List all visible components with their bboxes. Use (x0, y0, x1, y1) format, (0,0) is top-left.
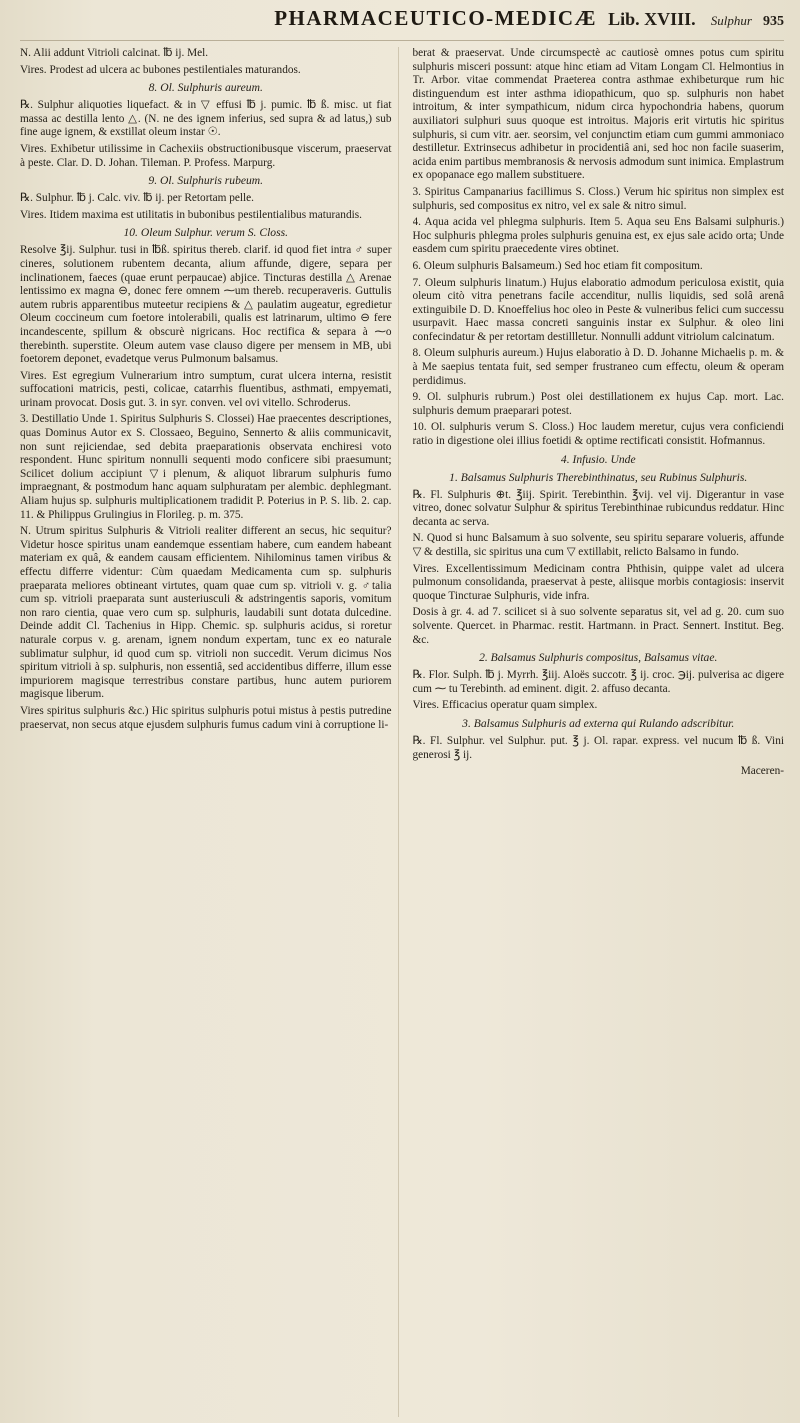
left-heading: 9. Ol. Sulphuris rubeum. (148, 174, 264, 188)
left-paragraph: Resolve ℥ij. Sulphur. tusi in ℔ß. spiritus thereb. clarif. id quod fiet intra ♂ super cineres, solutionem rubentem decanta, alium affunde, digere, separa per inclinationem, faeces (quae erunt perpaucae) abjice. Tincturas destilla △ Arenae lentissimo ex magna ⊖, donec fere omnem ⁓um thereb. recuperaveris. Guttulis autem rubris apparentibus muteetur recipiens & △ paulatim augeatur, egredietur Oleum coccineum cum foetore intolerabili, qualis est latrinarum, ultimo ⊖ fere incandescente, spillum & obscurè nigricans. Hoc rectifica & separa à ⁓o therebinth. superstite. Oleum autem vase clauso digere per mensem in MB, ubi foetorem deponet, evadetque verus Pulmonum balsamus. (20, 244, 392, 366)
left-paragraph: Vires. Itidem maxima est utilitatis in bubonibus pestilentialibus maturandis. (20, 208, 362, 221)
left-paragraph: N. Utrum spiritus Sulphuris & Vitrioli realiter different an secus, hic sequitur? Videtur hosce spiritus unam eandemque essentiam habere, cum eandem habeant materiam ex quâ, & eandem causam efficientem. Nihilominus tamen viribus & effectu differre videntur: Cùm quaedam Medicamenta cum sp. sulphuris praeparata meliores obtineant virtutes, quam quae cum sp. vitrioli v. g. ♂talia cum sp. vitrioli praeparata sunt austeriusculi & adstringentis saporis, vomitum non raro cientia, quae vero cum sp. sulphuris, laudabili sunt dotata dulcedine. Deinde addit Cl. Tachenius in Hipp. Chemic. sp. sulphuris acidus, si roretur naturale corpus v. g. arenam, ignem nondum expertam, tunc ex eo naturale sublimatur sulphur, id quod cum sp. vitrioli non succedit. Verum dicimus Nos spiritum vitrioli à sp. sulphuris, non essentiâ, sed accidentibus differre, illum esse impuriorem magisque terrestribus constare partibus, hunc autem puriorem magisque liberum. (20, 525, 392, 701)
left-paragraph: Vires. Exhibetur utilissime in Cachexiis obstructionibusque viscerum, praeservat à peste. Clar. D. D. Johan. Tileman. P. Profess. Marpurg. (20, 142, 392, 169)
left-paragraph: Vires. Prodest ad ulcera ac bubones pestilentiales maturandos. (20, 63, 301, 76)
right-column (413, 47, 785, 1417)
left-heading: 10. Oleum Sulphur. verum S. Closs. (123, 226, 289, 240)
right-paragraph: Vires. Excellentissimum Medicinam contra Phthisin, quippe valet ad ulcera pulmonum consolidanda, praeservat à peste, aliisque morbis contagiosis: inservit quoque Tincturae Sulphuris, vide infra. (412, 562, 784, 602)
right-paragraph: ℞. Fl. Sulphur. vel Sulphur. put. ℥ j. Ol. rapar. express. vel nucum ℔ ß. Vini generosi ℥ ij. (412, 734, 784, 761)
right-paragraph: 8. Oleum sulphuris aureum.) Hujus elaboratio à D. D. Johanne Michaelis p. m. & à Me saepius tentata fuit, sed semper frustraneo cum effectu, oleum & operam perdidimus. (412, 347, 784, 387)
left-paragraph: ℞. Sulphur. ℔ j. Calc. viv. ℔ ij. per Retortam pelle. (20, 192, 255, 205)
left-paragraph: Vires. Est egregium Vulnerarium intro sumptum, curat ulcera interna, resistit suffocationi matricis, pesti, colicae, catarrhis fluentibus, asthmati, empyemati, urinam provocat. Dosis gut. 3. in syr. conven. vel ovi vitello. Schroderus. (20, 369, 392, 409)
right-paragraph: berat & praeservat. Unde circumspectè ac cautiosè omnes potus cum spiritu sulphuris misceri possunt: atque hinc etiam ad Vitam Longam Cl. Helmontius in Tr. Arbor. vitae commendat Praeterea contra asthmae exhibeturque rum hic distinguendum est inter asthma idiopathicum, quo sp. sulphuris non habet introitum, & inter sympathicum, nidum circa hypochondria habens, quorum auxiliatori sulphuri suus quoque est introitus. Majoris erit virtutis hic spiritus sulphuris, si cum vitr. aer. seorsim, vel conjunctim etiam cum gummi ammoniaco destilletur. Extrinsecus adhibetur in procidentiâ ani, sed hoc non facile suaserim, acida enim partibus membranosis & nervosis admodum sunt inimica. Emplastrum ex opopanace ego mallem substituere. (412, 47, 784, 182)
left-paragraph: ℞. Sulphur aliquoties liquefact. & in ▽ effusi ℔ j. pumic. ℔ ß. misc. ut fiat massa ac destilla lento △. (N. ne des ignem inferius, sed supra & ad latus,) sub fine auge ignem, & exstillat oleum instar ☉. (20, 99, 392, 139)
catchword: Maceren- (740, 765, 784, 778)
right-heading: 1. Balsamus Sulphuris Therebinthinatus, seu Rubinus Sulphuris. (449, 470, 748, 484)
running-word: Sulphur (710, 13, 752, 28)
right-paragraph: Vires. Efficacius operatur quam simplex. (412, 699, 598, 712)
page-number: 935 (763, 14, 784, 29)
right-paragraph: 9. Ol. sulphuris rubrum.) Post olei destillationem ex hujus Cap. mort. Lac. sulphuris demum praeparari potest. (412, 391, 784, 417)
left-paragraph: Vires spiritus sulphuris &c.) Hic spiritus sulphuris potui mistus à pestis putredine praeservat, non secus atque ejusdem sulphuris fumus cadum vini à corruptione li- (20, 704, 392, 731)
running-head (20, 6, 784, 41)
right-heading: 4. Infusio. Unde (560, 452, 636, 466)
page-title: PHARMACEUTICO-MEDICÆ (274, 6, 598, 30)
right-paragraph: ℞. Fl. Sulphuris ⊕t. ℥iij. Spirit. Terebinthin. ℥vij. vel vij. Digerantur in vase vitreo, donec solvatur Sulphur & spiritus Terebinthinae rubicundus reddatur. Hinc decanta ac serva. (412, 488, 784, 528)
right-paragraph: 4. Aqua acida vel phlegma sulphuris. Item 5. Aqua seu Ens Balsami sulphuris.) Hoc sulphuris phlegma proles sulphuris genuina est, ex ejus sale acido orta; Unde easdem cum spiritu praecedente vires obtinet. (412, 216, 784, 256)
right-paragraph: Dosis à gr. 4. ad 7. scilicet si à suo solvente separatus sit, vel ad g. 20. cum suo solvente. Quercet. in Pharmac. restit. Hartmann. in Pract. Sennert. Institut. Beg. &c. (412, 606, 784, 646)
left-paragraph: N. Alii addunt Vitrioli calcinat. ℔ ij. Mel. (20, 47, 209, 59)
right-heading: 3. Balsamus Sulphuris ad externa qui Rulando adscribitur. (462, 716, 735, 730)
left-paragraph: 3. Destillatio Unde 1. Spiritus Sulphuris S. Clossei) Hae praecentes descriptiones, quas Dominus Autor ex S. Clossaeo, Beguino, Sennerto & aliis communicavit, non sunt rejiciendae, sed debita praeparationis observata enchiresi voto respondent. Hunc spiritum nonnulli sequenti modo conficere sibi praesumunt; Scilicet dolium accipiunt ▽i plenum, & aliquot librarum sulphuris fumo impraegnant, & postmodum hanc aquam sulphuratam per alembic. dephlegmant. Aliam hujus sp. sulphuris multiplicationem tradidit P. Poterius in P. S. lib. 2. cap. 11. & Philippus Grulingius in Florileg. p. m. 375. (20, 413, 392, 521)
right-paragraph: 3. Spiritus Campanarius facillimus S. Closs.) Verum hic spiritus non simplex est sulphuris, sed compositus ex nitro, vel ex sale & nitro simul. (412, 185, 784, 212)
right-paragraph: 10. Ol. sulphuris verum S. Closs.) Hoc laudem meretur, cujus vera conficiendi ratio in digestione olei illius foetidi & optime rectificati consistit. Hofmannus. (412, 421, 784, 448)
right-paragraph: 7. Oleum sulphuris linatum.) Hujus elaboratio admodum periculosa existit, quia oleum citò vitra penetrans facile accenditur, nullis liquidis, sed solâ arenâ extinguibile D. D. Knoeffelius hoc oleo in Peste & vulneribus felici cum successu usurpavit. Haec massa concreti sanguinis instar ex Sulphur. & oleo lini confecindatur & per retortam destillletur. Nonnulli addunt vitriolum calcinatum. (412, 276, 784, 343)
right-paragraph: 6. Oleum sulphuris Balsameum.) Sed hoc etiam fit compositum. (412, 259, 703, 272)
right-paragraph: N. Quod si hunc Balsamum à suo solvente, seu spiritu separare volueris, affunde ▽ & destilla, sic spiritus una cum ▽ extillabit, relicto Balsamo in fundo. (412, 532, 784, 558)
right-heading: 2. Balsamus Sulphuris compositus, Balsamus vitae. (479, 651, 718, 665)
book-number: Lib. XVIII. (608, 9, 696, 29)
left-heading: 8. Ol. Sulphuris aureum. (148, 81, 263, 95)
left-column (20, 47, 399, 1417)
text-columns (20, 41, 784, 1417)
right-paragraph: ℞. Flor. Sulph. ℔ j. Myrrh. ℥iij. Aloës succotr. ℥ ij. croc. ℈ij. pulverisa ac digere cum ⁓ tu Terebinth. ad eminent. digit. 2. affuso decanta. (412, 669, 784, 695)
